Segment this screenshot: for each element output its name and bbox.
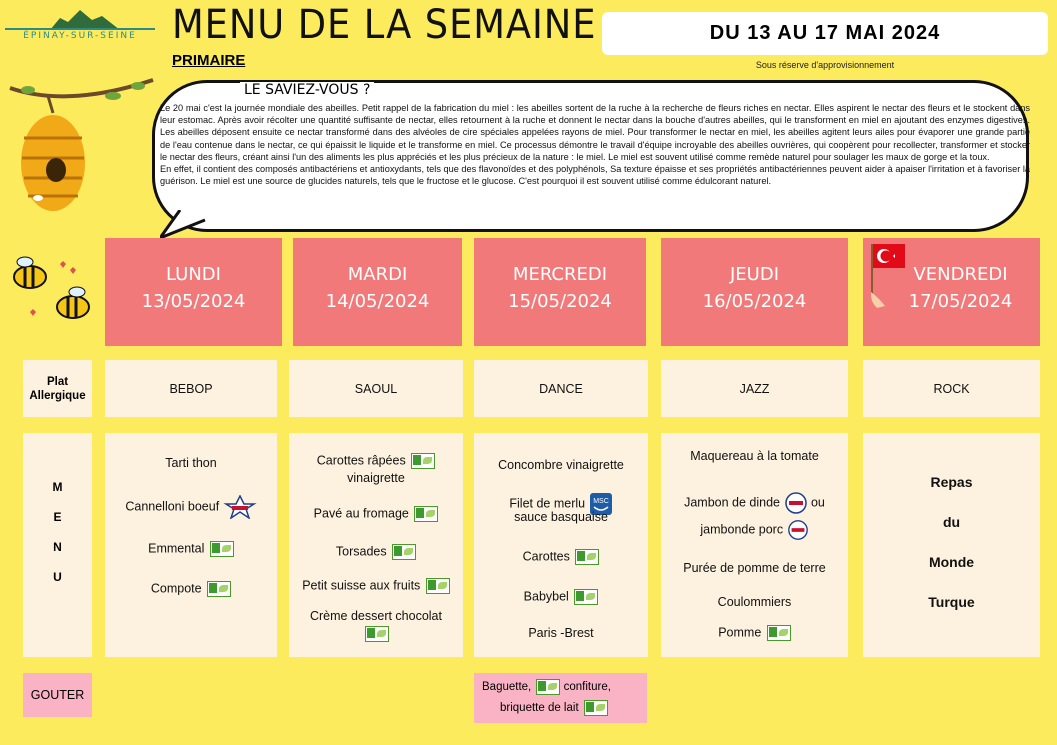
menu-vendredi xyxy=(863,433,1040,657)
menu-item: vinaigrette xyxy=(347,471,405,485)
menu-mardi xyxy=(289,433,463,657)
menu-letter: E xyxy=(53,510,62,524)
menu-letter: U xyxy=(53,570,62,584)
menu-item-text: Pomme xyxy=(718,625,762,640)
allergen-label: Plat Allergique xyxy=(23,360,92,417)
menu-item-text: Compote xyxy=(150,581,202,596)
bio-label-icon xyxy=(767,625,791,641)
menu-item: du xyxy=(942,514,961,530)
day-name: VENDREDI xyxy=(913,264,1008,285)
menu-item-text: Jambon de dinde xyxy=(684,495,781,510)
menu-jeudi xyxy=(661,433,848,657)
snack-text: confiture, xyxy=(563,681,611,694)
bio-label-icon xyxy=(574,589,598,605)
menu-item-text: Filet de merlu xyxy=(509,496,586,511)
bio-label-icon xyxy=(210,541,234,557)
menu-item xyxy=(661,625,848,641)
menu-item-text: ou xyxy=(810,495,825,510)
hills-icon xyxy=(50,8,120,30)
snack-mercredi xyxy=(474,673,647,723)
day-header-mercredi xyxy=(474,238,646,346)
day-name: LUNDI xyxy=(166,264,221,285)
page-subtitle: PRIMAIRE xyxy=(172,52,246,69)
menu-item-text: Cannelloni boeuf xyxy=(125,499,220,514)
menu-item xyxy=(661,519,848,541)
info-paragraph: Le 20 mai c'est la journée mondiale des abeilles. Petit rappel de la fabrication du miel : les abeilles sortent de la ruche à la recherche de fleurs riches en nectar. Elles aspirent le nectar des fleurs et le stockent dans leur estomac. Après avoir récolter une quantité suffisante de nectar, elles retournent à la ruche et donnent le nectar dans la bouche d'autres abeilles, qui le transforment en miel en ajoutant des enzymes digestives. Les abeilles déposent ensuite ce nectar transformé dans des alvéoles de cire spéciales appelées rayons de miel. Pour transformer le nectar en miel, les abeilles agitent leurs ailes pour évaporer une grande partie de l'eau contenue dans le nectar, ce qui épaissit le liquide et le transforme en miel. Ce processus démontre le travail d'équipe incroyable des abeilles ouvrières, qui coopèrent pour recollecter, transformer et stocker le nectar des fleurs, créant ainsi l'un des aliments les plus appréciés et les plus précieux de la nature : le miel. Le miel est souvent utilisé comme remède naturel pour soulager les maux de gorge et la toux. xyxy=(160,103,1030,162)
bio-label-icon xyxy=(536,679,560,695)
bio-label-icon xyxy=(426,578,450,594)
menu-item xyxy=(105,495,277,519)
turkey-flag-icon xyxy=(869,242,909,308)
menu-item xyxy=(289,578,463,594)
bio-label-icon xyxy=(392,544,416,560)
menu-item xyxy=(474,549,648,565)
day-header-vendredi xyxy=(863,238,1040,346)
supply-note: Sous réserve d'approvisionnement xyxy=(755,60,895,70)
day-name: MARDI xyxy=(347,264,408,285)
menu-item-text: Pavé au fromage xyxy=(313,506,409,521)
day-date: 16/05/2024 xyxy=(702,291,807,312)
info-text xyxy=(160,102,1030,187)
menu-label xyxy=(23,433,92,657)
allergen-lundi: BEBOP xyxy=(105,360,277,417)
menu-item-text: Carottes xyxy=(522,549,570,564)
bio-label-icon xyxy=(365,626,389,642)
menu-item: Coulommiers xyxy=(717,595,792,609)
allergen-jeudi: JAZZ xyxy=(661,360,848,417)
info-title: LE SAVIEZ-VOUS ? xyxy=(240,82,374,98)
menu-item xyxy=(474,589,648,605)
day-header-lundi xyxy=(105,238,282,346)
menu-item xyxy=(105,581,277,597)
day-date: 15/05/2024 xyxy=(508,291,612,312)
bio-label-icon xyxy=(584,700,608,716)
bee-icon xyxy=(5,252,100,332)
msc-text: MSC xyxy=(592,498,609,505)
label-icon xyxy=(787,519,809,541)
menu-item-text: Torsades xyxy=(335,544,387,559)
menu-item xyxy=(289,506,463,522)
menu-letter: M xyxy=(52,480,63,494)
menu-item-text: jambonde porc xyxy=(700,522,784,537)
menu-item: Maquereau à la tomate xyxy=(690,449,819,463)
bio-label-icon xyxy=(411,453,435,469)
menu-item: sauce basquaise xyxy=(514,510,608,524)
menu-item-text: Petit suisse aux fruits xyxy=(302,578,421,593)
menu-mercredi xyxy=(474,433,648,657)
menu-item xyxy=(105,541,277,557)
menu-letter: N xyxy=(53,540,62,554)
day-name: JEUDI xyxy=(729,264,780,285)
menu-item: Repas xyxy=(930,474,973,490)
day-date: 14/05/2024 xyxy=(325,291,430,312)
menu-item xyxy=(289,626,463,642)
bubble-tail xyxy=(160,210,220,240)
menu-item: Tarti thon xyxy=(165,456,217,470)
bio-label-icon xyxy=(414,506,438,522)
menu-item: Monde xyxy=(928,554,975,570)
date-range: DU 13 AU 17 MAI 2024 xyxy=(602,12,1048,55)
beehive-icon xyxy=(8,78,158,228)
menu-item xyxy=(289,453,463,469)
day-header-jeudi xyxy=(661,238,848,346)
city-logo xyxy=(5,8,160,48)
allergen-mercredi: DANCE xyxy=(474,360,648,417)
snack-line xyxy=(500,700,608,716)
bio-label-icon xyxy=(575,549,599,565)
menu-item: Purée de pomme de terre xyxy=(683,561,826,575)
menu-item: Concombre vinaigrette xyxy=(498,458,624,472)
menu-item-text: Emmental xyxy=(148,541,205,556)
menu-item xyxy=(661,491,848,515)
snack-text: briquette de lait xyxy=(500,702,579,715)
menu-item-text: Carottes râpées xyxy=(316,453,406,468)
logo-text: ÉPINAY-SUR-SEINE xyxy=(23,31,137,41)
menu-item: Turque xyxy=(928,594,975,610)
gouter-label: GOUTER xyxy=(23,673,92,717)
day-date: 17/05/2024 xyxy=(908,291,1013,312)
menu-lundi xyxy=(105,433,277,657)
menu-item-text: Babybel xyxy=(523,589,569,604)
menu-item: Crème dessert chocolat xyxy=(309,609,442,623)
info-paragraph: En effet, il contient des composés antibactériens et antioxydants, tels que des flavonoïdes et des polyphénols, Sa texture épaisse et ses propriétés antibactériennes peuvent aider à apaiser l'irritation et à favoriser la guérison. Le miel est une source de glucides naturels, tels que le fructose et le glucose. C'est pourquoi il est souvent utilisé comme édulcorant naturel. xyxy=(160,164,1030,187)
label-icon xyxy=(223,495,257,519)
allergen-mardi: SAOUL xyxy=(289,360,463,417)
allergen-vendredi: ROCK xyxy=(863,360,1040,417)
day-name: MERCREDI xyxy=(512,264,608,285)
day-header-mardi xyxy=(293,238,462,346)
label-icon xyxy=(784,491,808,515)
bio-label-icon xyxy=(207,581,231,597)
menu-item xyxy=(289,544,463,560)
day-date: 13/05/2024 xyxy=(141,291,246,312)
snack-text: Baguette, xyxy=(482,681,532,694)
snack-line xyxy=(482,679,611,695)
menu-item: Paris -Brest xyxy=(528,626,594,640)
page-title: MENU DE LA SEMAINE xyxy=(172,2,597,48)
